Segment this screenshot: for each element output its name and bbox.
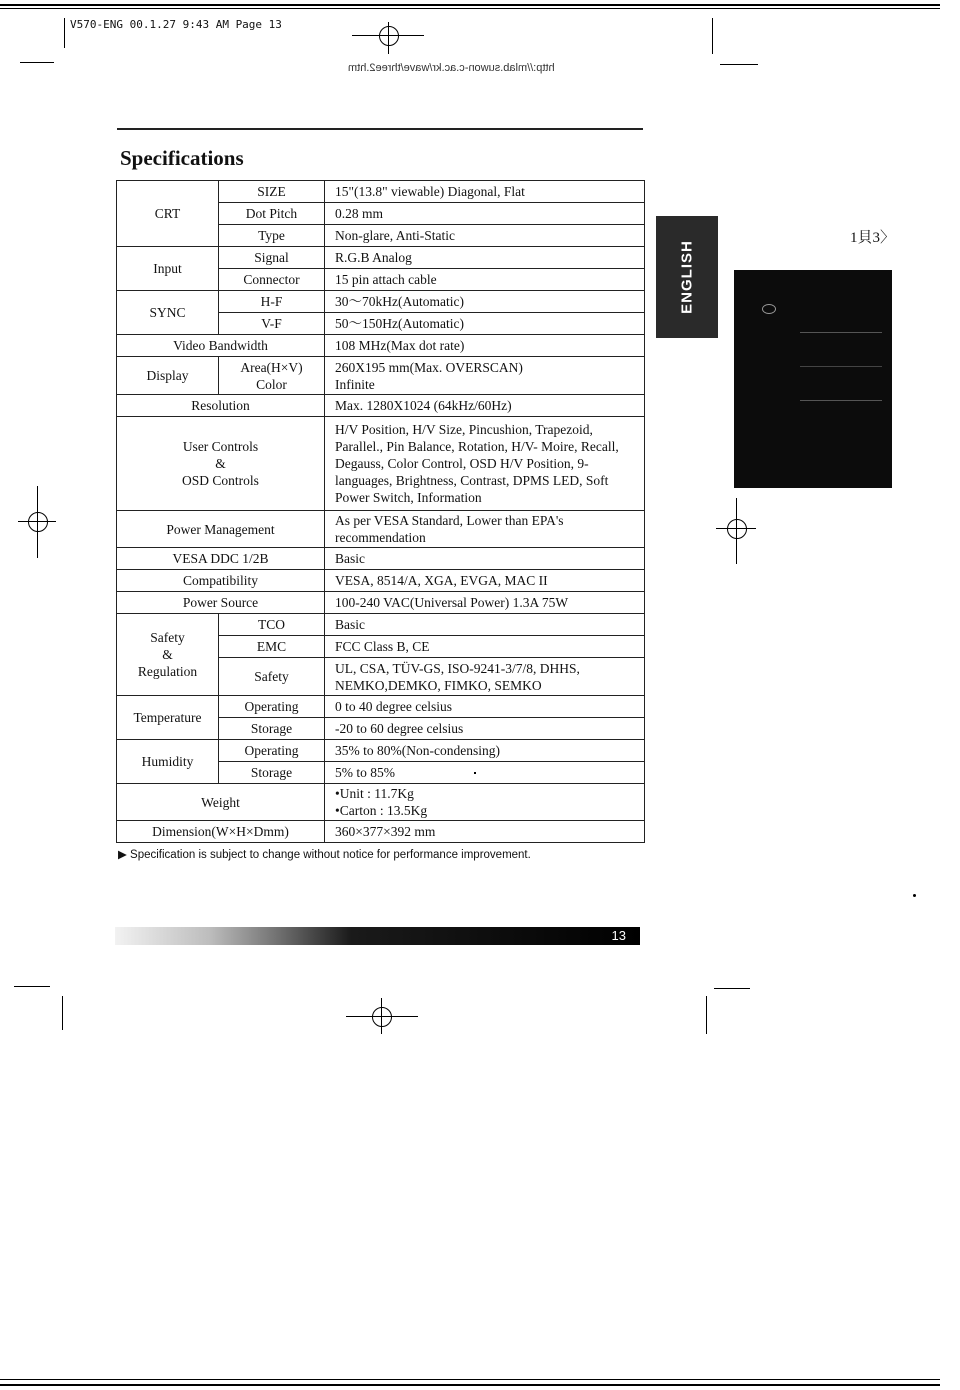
row-subcategory: Operating [219,740,325,762]
row-value: -20 to 60 degree celsius [325,718,645,740]
table-row [117,181,645,203]
row-value: 0 to 40 degree celsius [325,696,645,718]
specifications-table [116,180,645,843]
row-value: FCC Class B, CE [325,636,645,658]
row-value: 100-240 VAC(Universal Power) 1.3A 75W [325,592,645,614]
row-category: VESA DDC 1/2B [117,548,325,570]
row-category: Dimension(W×H×Dmm) [117,821,325,843]
row-subcategory: Area(H×V) Color [219,357,325,395]
footnote: ▶ Specification is subject to change without notice for performance improvement. [118,849,531,861]
row-subcategory: Signal [219,247,325,269]
row-value: H/V Position, H/V Size, Pincushion, Trapezoid, Parallel., Pin Balance, Rotation, H/V- Moire, Recall, Degauss, Color Control, OSD H/V Position, 9-languages, Brightness, Contrast, DPMS LED, Soft Power Switch, Information [325,417,645,511]
row-category: Display [117,357,219,395]
table-row [117,740,645,762]
row-value: 108 MHz(Max dot rate) [325,335,645,357]
crop-mark [64,18,65,48]
row-value: •Unit : 11.7Kg •Carton : 13.5Kg [325,784,645,821]
table-row [117,821,645,843]
row-subcategory: H-F [219,291,325,313]
korean-fragment: 1貝3〉 [850,230,896,246]
row-subcategory: SIZE [219,181,325,203]
row-category: Power Management [117,511,325,548]
row-value: 0.28 mm [325,203,645,225]
row-value: Non-glare, Anti-Static [325,225,645,247]
row-category: Temperature [117,696,219,740]
bottom-border [0,1384,940,1386]
top-border-thin [0,8,940,9]
row-category: User Controls & OSD Controls [117,417,325,511]
row-value: 15 pin attach cable [325,269,645,291]
page-title: Specifications [120,146,244,170]
row-subcategory: Type [219,225,325,247]
page-number: 13 [611,928,626,943]
row-value: Basic [325,548,645,570]
table-row [117,417,645,511]
scan-speck [474,772,476,774]
table-row [117,592,645,614]
table-row [117,614,645,636]
row-category: Power Source [117,592,325,614]
row-subcategory: Operating [219,696,325,718]
table-row [117,291,645,313]
crop-mark [720,64,758,65]
crop-mark [714,988,750,989]
table-row [117,511,645,548]
row-subcategory: Storage [219,718,325,740]
row-subcategory: Dot Pitch [219,203,325,225]
crop-mark [20,62,54,63]
english-tab [656,216,718,338]
table-row [117,247,645,269]
row-value: UL, CSA, TÜV-GS, ISO-9241-3/7/8, DHHS, NEMKO,DEMKO, FIMKO, SEMKO [325,658,645,696]
row-subcategory: Storage [219,762,325,784]
row-category: Input [117,247,219,291]
row-value: VESA, 8514/A, XGA, EVGA, MAC II [325,570,645,592]
crop-mark [706,996,707,1034]
row-category: Safety & Regulation [117,614,219,696]
print-header: V570-ENG 00.1.27 9:43 AM Page 13 [70,18,282,31]
row-value: 5% to 85% [325,762,645,784]
table-row [117,357,645,395]
table-row [117,548,645,570]
table-row [117,335,645,357]
mirrored-url: http://mlab.suwon-c.ac.kr/wave/three2.htm [348,62,555,74]
row-subcategory: Safety [219,658,325,696]
top-border [0,4,940,6]
row-value: Basic [325,614,645,636]
row-subcategory: TCO [219,614,325,636]
row-category: SYNC [117,291,219,335]
row-value: 260X195 mm(Max. OVERSCAN) Infinite [325,357,645,395]
row-value: As per VESA Standard, Lower than EPA's recommendation [325,511,645,548]
row-category: Resolution [117,395,325,417]
row-category: Compatibility [117,570,325,592]
bleed-through-panel [734,270,892,488]
row-category: Video Bandwidth [117,335,325,357]
table-row [117,784,645,821]
row-category: Humidity [117,740,219,784]
row-value: 50～150Hz(Automatic) [325,313,645,335]
page-number-bar [115,927,640,945]
row-subcategory: V-F [219,313,325,335]
row-value: 30～70kHz(Automatic) [325,291,645,313]
crop-mark [712,18,713,54]
row-value: R.G.B Analog [325,247,645,269]
table-row [117,696,645,718]
row-subcategory: Connector [219,269,325,291]
crop-mark [62,996,63,1030]
title-rule [117,128,643,130]
crop-mark [14,986,50,987]
row-value: 360×377×392 mm [325,821,645,843]
english-tab-label: ENGLISH [678,240,696,314]
scan-speck [913,894,916,897]
row-category: Weight [117,784,325,821]
row-value: Max. 1280X1024 (64kHz/60Hz) [325,395,645,417]
row-category: CRT [117,181,219,247]
row-value: 15"(13.8" viewable) Diagonal, Flat [325,181,645,203]
table-row [117,570,645,592]
row-subcategory: EMC [219,636,325,658]
table-row [117,395,645,417]
bottom-border-thin [0,1379,940,1380]
row-value: 35% to 80%(Non-condensing) [325,740,645,762]
